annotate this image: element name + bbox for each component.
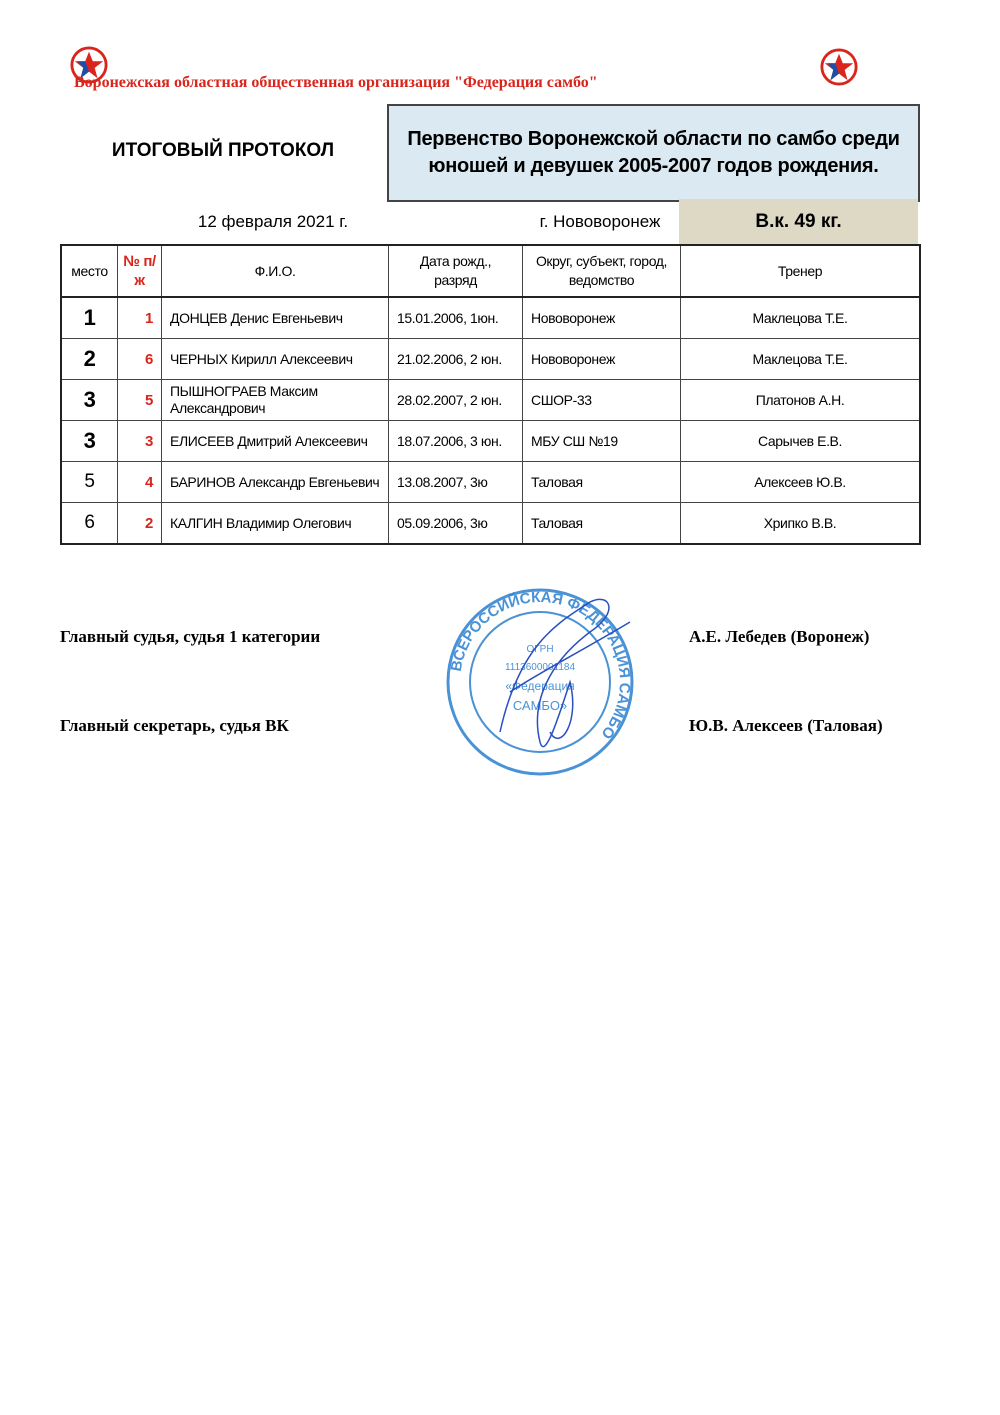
col-coach: Тренер [681,245,921,297]
event-title-line-2: юношей и девушек 2005-2007 годов рождения. [428,155,879,177]
col-number: № п/ж [118,245,162,297]
event-date: 12 февраля 2021 г. [197,212,349,231]
coach-cell: Платонов А.Н. [681,380,921,421]
birth-cell: 13.08.2007, 3ю [389,462,523,503]
col-place: место [61,245,118,297]
results-table [60,244,921,545]
svg-text:САМБО»: САМБО» [512,698,568,713]
event-title-line-1: Первенство Воронежской области по самбо среди [407,128,900,150]
official-stamp-with-signature [440,582,640,782]
name-cell: БАРИНОВ Александр Евгеньевич [162,462,389,503]
coach-cell: Хрипко В.В. [681,503,921,545]
place-cell: 6 [61,503,118,545]
chief-secretary-label: Главный секретарь, судья ВК [60,716,289,735]
coach-cell: Алексеев Ю.В. [681,462,921,503]
table-row [61,421,920,462]
coach-cell: Сарычев Е.В. [681,421,921,462]
birth-cell: 21.02.2006, 2 юн. [389,339,523,380]
event-city: г. Нововоронеж [539,212,661,231]
table-row [61,297,920,339]
place-cell: 2 [61,339,118,380]
region-cell: Нововоронеж [523,297,681,339]
number-cell: 3 [118,421,162,462]
number-cell: 5 [118,380,162,421]
coach-cell: Маклецова Т.Е. [681,339,921,380]
name-cell: ЧЕРНЫХ Кирилл Алексеевич [162,339,389,380]
svg-text:«Федерация: «Федерация [505,679,575,693]
number-cell: 4 [118,462,162,503]
birth-cell: 05.09.2006, 3ю [389,503,523,545]
weight-class: В.к. 49 кг. [679,199,918,244]
number-cell: 1 [118,297,162,339]
svg-text:ОГРН: ОГРН [526,644,554,655]
birth-cell: 18.07.2006, 3 юн. [389,421,523,462]
col-name: Ф.И.О. [162,245,389,297]
col-region: Округ, субъект, город, ведомство [523,245,681,297]
svg-text:ВСЕРОССИЙСКАЯ ФЕДЕРАЦИЯ САМБО: ВСЕРОССИЙСКАЯ ФЕДЕРАЦИЯ САМБО [447,588,634,743]
coach-cell: Маклецова Т.Е. [681,297,921,339]
col-birth: Дата рожд., разряд [389,245,523,297]
event-title [387,104,920,202]
chief-judge-name: А.Е. Лебедев (Воронеж) [689,627,870,646]
place-cell: 3 [61,421,118,462]
chief-judge-label: Главный судья, судья 1 категории [60,627,321,646]
number-cell: 6 [118,339,162,380]
protocol-title: ИТОГОВЫЙ ПРОТОКОЛ [111,140,335,161]
birth-cell: 15.01.2006, 1юн. [389,297,523,339]
table-row [61,462,920,503]
place-cell: 1 [61,297,118,339]
chief-secretary-name: Ю.В. Алексеев (Таловая) [689,716,883,735]
number-cell: 2 [118,503,162,545]
place-cell: 5 [61,462,118,503]
region-cell: МБУ СШ №19 [523,421,681,462]
table-header-row [61,245,920,297]
table-row [61,380,920,421]
table-row [61,503,920,545]
name-cell: ДОНЦЕВ Денис Евгеньевич [162,297,389,339]
region-cell: Таловая [523,462,681,503]
name-cell: ПЫШНОГРАЕВ Максим Александрович [162,380,389,421]
svg-text:1113600001184: 1113600001184 [504,662,576,673]
region-cell: Таловая [523,503,681,545]
place-cell: 3 [61,380,118,421]
birth-cell: 28.02.2007, 2 юн. [389,380,523,421]
sambo-logo-right-icon [820,48,858,86]
name-cell: ЕЛИСЕЕВ Дмитрий Алексеевич [162,421,389,462]
name-cell: КАЛГИН Владимир Олегович [162,503,389,545]
region-cell: Нововоронеж [523,339,681,380]
region-cell: СШОР-33 [523,380,681,421]
table-row [61,339,920,380]
organization-name: Воронежская областная общественная организация "Федерация самбо" [74,74,598,91]
